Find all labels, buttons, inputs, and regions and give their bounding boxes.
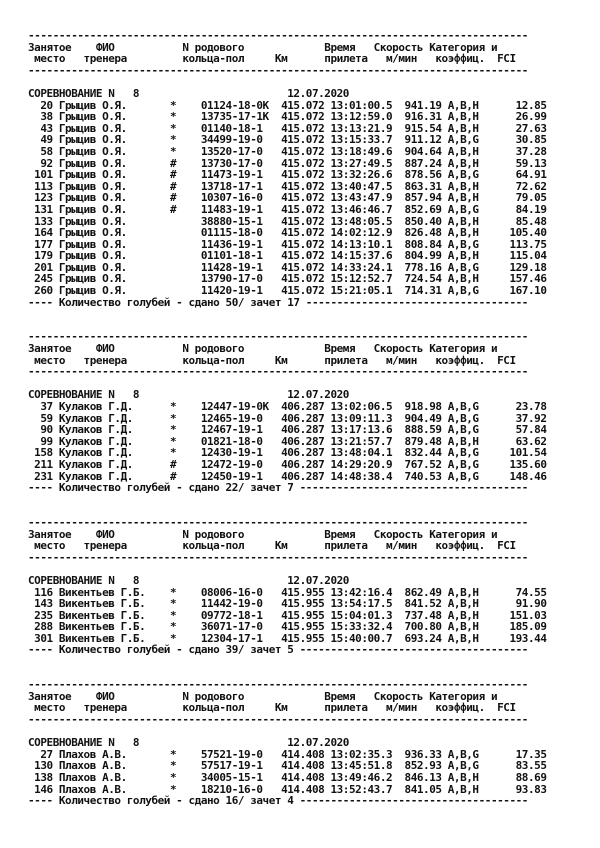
result-row: 158 Кулаков Г.Д. * 12430-19-1 406.287 13:48:04.1 832.44 A,B,G 101.54 (28, 446, 547, 460)
result-row: 116 Викентьев Г.Б. * 08006-16-0 415.955 13:42:16.4 862.49 A,B,H 74.55 (28, 585, 547, 599)
result-row: 101 Грыцив О.Я. # 11473-19-1 415.072 13:32:26.6 878.56 A,B,G 64.91 (28, 168, 547, 182)
result-row: 177 Грыцив О.Я. 11436-19-1 415.072 14:13:10.1 808.84 A,B,G 113.75 (28, 237, 547, 251)
result-row: 301 Викентьев Г.Б. * 12304-17-1 415.955 15:40:00.7 693.24 A,B,H 193.44 (28, 631, 547, 645)
result-row: 58 Грыцив О.Я. * 13520-17-0 415.072 13:18:49.6 904.64 A,B,H 37.28 (28, 144, 547, 158)
result-row: 146 Плахов А.В. * 18210-16-0 414.408 13:52:43.7 841.05 A,B,H 93.83 (28, 782, 547, 796)
result-row: 211 Кулаков Г.Д. # 12472-19-0 406.287 14:29:20.9 767.52 A,B,G 135.60 (28, 457, 547, 471)
column-header-line: Занятое ФИО N родового Время Скорость Категория и (28, 689, 498, 703)
result-row: 138 Плахов А.В. * 34005-15-1 414.408 13:49:46.2 846.13 A,B,H 88.69 (28, 771, 547, 784)
divider-line: --------------------------------------------------------------------------------- (28, 365, 528, 379)
result-row: 179 Грыцив О.Я. 01101-18-1 415.072 14:15:37.6 804.99 A,B,H 115.04 (28, 249, 547, 263)
results-block (28, 494, 547, 656)
blank-line (28, 656, 547, 668)
result-row: 164 Грыцив О.Я. 01115-18-0 415.072 14:02:12.9 826.48 A,B,H 105.40 (28, 226, 547, 240)
results-block (28, 656, 547, 807)
result-row: 49 Грыцив О.Я. * 34499-19-0 415.072 13:15:33.7 911.12 A,B,G 30.85 (28, 133, 547, 147)
column-header-line: Занятое ФИО N родового Время Скорость Категория и (28, 40, 498, 54)
column-header-line: место тренера кольца-пол Км прилета м/мин коэффиц. FCI (28, 52, 516, 66)
results-document (28, 30, 547, 807)
result-row: 99 Кулаков Г.Д. * 01821-18-0 406.287 13:21:57.7 879.48 A,B,H 63.62 (28, 434, 547, 448)
result-row: 260 Грыцив О.Я. 11420-19-1 415.072 15:21:05.1 714.31 A,B,G 167.10 (28, 284, 547, 298)
summary-line: ---- Количество голубей - сдано 50/ зачет 17 ------------------------------------ (28, 295, 528, 309)
result-row: 231 Кулаков Г.Д. # 12450-19-1 406.287 14:48:38.4 740.53 A,B,G 148.46 (28, 469, 547, 483)
divider-line: --------------------------------------------------------------------------------- (28, 63, 528, 77)
competition-heading: СОРЕВНОВАНИЕ N 8 12.07.2020 (28, 86, 349, 100)
competition-heading: СОРЕВНОВАНИЕ N 8 12.07.2020 (28, 388, 349, 402)
result-row: 27 Плахов А.В. * 57521-19-0 414.408 13:02:35.3 936.33 A,B,G 17.35 (28, 747, 547, 761)
result-row: 123 Грыцив О.Я. # 10307-16-0 415.072 13:43:47.9 857.94 A,B,H 79.05 (28, 191, 547, 205)
result-row: 235 Викентьев Г.Б. * 09772-18-1 415.955 15:04:01.3 737.48 A,B,H 151.03 (28, 608, 547, 622)
column-header-line: место тренера кольца-пол Км прилета м/мин коэффиц. FCI (28, 539, 516, 553)
divider-line: --------------------------------------------------------------------------------- (28, 330, 528, 344)
result-row: 59 Кулаков Г.Д. * 12465-19-0 406.287 13:09:11.3 904.49 A,B,G 37.92 (28, 411, 547, 425)
divider-line: --------------------------------------------------------------------------------- (28, 29, 528, 42)
divider-line: --------------------------------------------------------------------------------- (28, 678, 528, 692)
summary-line: ---- Количество голубей - сдано 39/ зачет 5 ------------------------------------- (28, 643, 528, 657)
divider-line: --------------------------------------------------------------------------------- (28, 713, 528, 727)
result-row: 143 Викентьев Г.Б. * 11442-19-0 415.955 13:54:17.5 841.52 A,B,H 91.90 (28, 597, 547, 611)
competition-heading: СОРЕВНОВАНИЕ N 8 12.07.2020 (28, 573, 349, 587)
result-row: 288 Викентьев Г.Б. * 36071-17-0 415.955 15:33:32.4 700.80 A,B,H 185.09 (28, 620, 547, 634)
competition-heading: СОРЕВНОВАНИЕ N 8 12.07.2020 (28, 736, 349, 750)
result-row: 43 Грыцив О.Я. * 01140-18-1 415.072 13:13:21.9 915.54 A,B,H 27.63 (28, 121, 547, 135)
divider-line: --------------------------------------------------------------------------------- (28, 550, 528, 564)
blank-line (28, 494, 547, 506)
result-row: 38 Грыцив О.Я. * 13735-17-1K 415.072 13:12:59.0 916.31 A,B,H 26.99 (28, 110, 547, 124)
result-row: 131 Грыцив О.Я. # 11483-19-1 415.072 13:46:46.7 852.69 A,B,G 84.19 (28, 202, 547, 216)
column-header-line: Занятое ФИО N родового Время Скорость Категория и (28, 527, 498, 541)
column-header-line: Занятое ФИО N родового Время Скорость Категория и (28, 342, 498, 356)
result-row: 20 Грыцив О.Я. * 01124-18-0K 415.072 13:01:00.5 941.19 A,B,H 12.85 (28, 98, 547, 112)
divider-line: --------------------------------------------------------------------------------- (28, 515, 528, 529)
summary-line: ---- Количество голубей - сдано 16/ зачет 4 ------------------------------------- (28, 794, 528, 808)
result-row: 113 Грыцив О.Я. # 13718-17-1 415.072 13:40:47.5 863.31 A,B,H 72.62 (28, 179, 547, 193)
result-row: 130 Плахов А.В. * 57517-19-1 414.408 13:45:51.8 852.93 A,B,G 83.55 (28, 759, 547, 773)
results-block (28, 30, 547, 308)
result-row: 37 Кулаков Г.Д. * 12447-19-0K 406.287 13:02:06.5 918.98 A,B,G 23.78 (28, 400, 547, 413)
result-row: 90 Кулаков Г.Д. * 12467-19-1 406.287 13:17:13.6 888.59 A,B,G 57.84 (28, 423, 547, 437)
results-block (28, 308, 547, 494)
result-row: 201 Грыцив О.Я. 11428-19-1 415.072 14:33:24.1 778.16 A,B,G 129.18 (28, 260, 547, 274)
result-row: 133 Грыцив О.Я. 38880-15-1 415.072 13:48:05.5 850.40 A,B,H 85.48 (28, 214, 547, 228)
column-header-line: место тренера кольца-пол Км прилета м/мин коэффиц. FCI (28, 701, 516, 715)
blank-line (28, 308, 547, 320)
summary-line: ---- Количество голубей - сдано 22/ зачет 7 ------------------------------------- (28, 481, 528, 495)
column-header-line: место тренера кольца-пол Км прилета м/мин коэффиц. FCI (28, 353, 516, 367)
result-row: 92 Грыцив О.Я. # 13730-17-0 415.072 13:27:49.5 887.24 A,B,H 59.13 (28, 156, 547, 170)
result-row: 245 Грыцив О.Я. 13790-17-0 415.072 15:12:52.7 724.54 A,B,H 157.46 (28, 272, 547, 286)
